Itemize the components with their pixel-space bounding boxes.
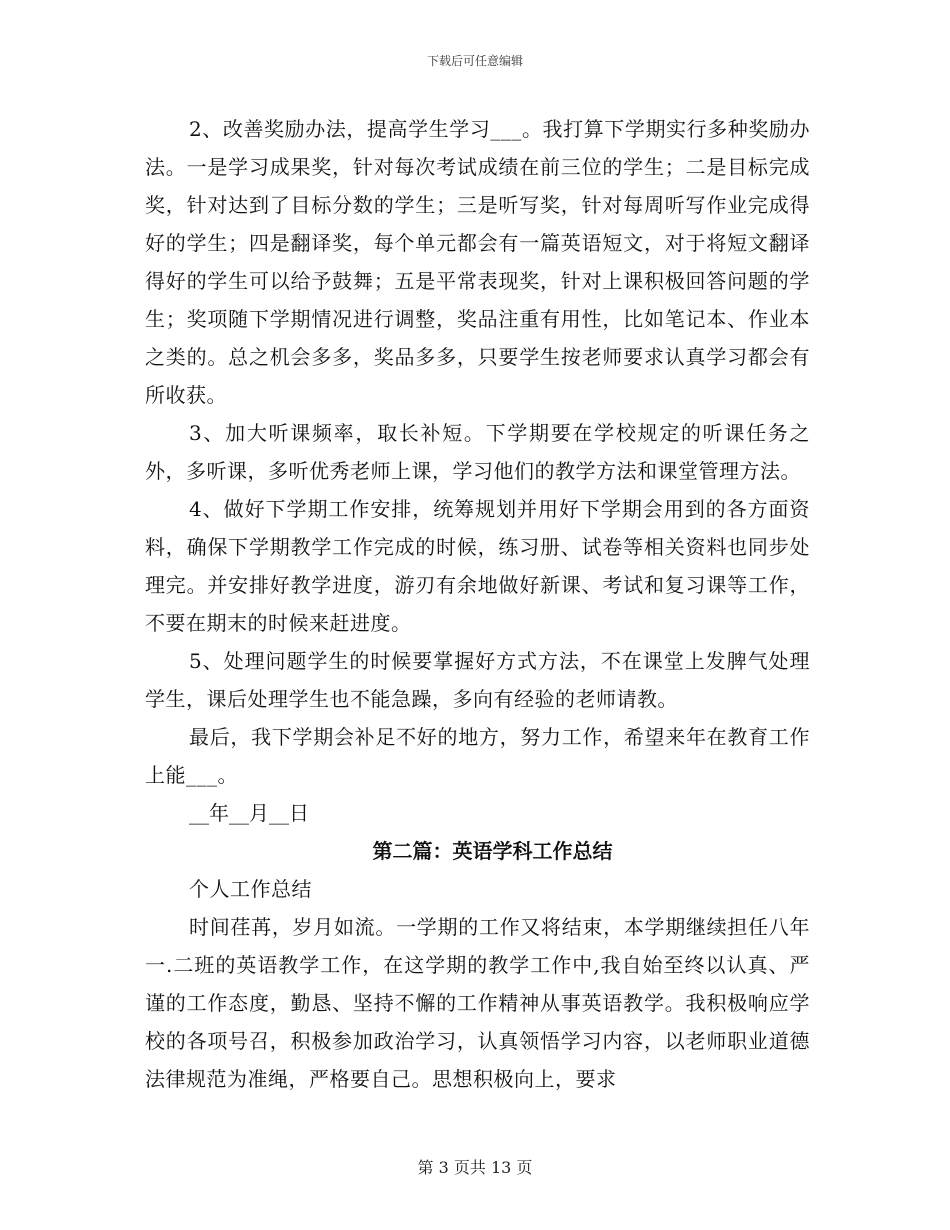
paragraph-reward-methods: 2、改善奖励办法，提高学生学习___。我打算下学期实行多种奖励办法。一是学习成果奖，针对每次考试成绩在前三位的学生；二是目标完成奖，针对达到了目标分数的学生；三是听写奖，针对每周听写作业完成得好的学生；四是翻译奖，每个单元都会有一篇英语短文，对于将短文翻译得好的学生可以给予鼓舞；五是平常表现奖，针对上课积极回答问题的学生；奖项随下学期情况进行调整，奖品注重有用性，比如笔记本、作业本之类的。总之机会多多，奖品多多，只要学生按老师要求认真学习都会有所收获。 bbox=[145, 117, 810, 407]
paragraph-conclusion: 最后，我下学期会补足不好的地方，努力工作，希望来年在教育工作上能___。 bbox=[145, 725, 810, 787]
paragraph-intro: 时间荏苒，岁月如流。一学期的工作又将结束，本学期继续担任八年一.二班的英语教学工作，在这学期的教学工作中,我自始至终以认真、严谨的工作态度，勤恳、坚持不懈的工作精神从事英语教学。我积极响应学校的各项号召，积极参加政治学习，认真领悟学习内容，以老师职业道德法律规范为准绳，严格要自己。思想积极向上，要求 bbox=[145, 915, 810, 1091]
date-line: __年__月__日 bbox=[189, 801, 309, 825]
page-number-footer: 第 3 页共 13 页 bbox=[417, 1158, 533, 1177]
section-subtitle: 个人工作总结 bbox=[189, 877, 312, 901]
paragraph-problem-students: 5、处理问题学生的时候要掌握好方式方法，不在课堂上发脾气处理学生，课后处理学生也不能急躁，多向有经验的老师请教。 bbox=[145, 649, 810, 711]
paragraph-work-planning: 4、做好下学期工作安排，统筹规划并用好下学期会用到的各方面资料，确保下学期教学工作完成的时候，练习册、试卷等相关资料也同步处理完。并安排好教学进度，游刃有余地做好新课、考试和复习课等工作，不要在期末的时候来赶进度。 bbox=[145, 497, 810, 635]
page-header: 下载后可任意编辑 bbox=[426, 54, 523, 68]
paragraph-lesson-observation: 3、加大听课频率，取长补短。下学期要在学校规定的听课任务之外，多听课，多听优秀老师上课，学习他们的教学方法和课堂管理方法。 bbox=[145, 421, 810, 483]
document-body bbox=[145, 110, 810, 1098]
section-title: 第二篇：英语学科工作总结 bbox=[372, 839, 613, 863]
